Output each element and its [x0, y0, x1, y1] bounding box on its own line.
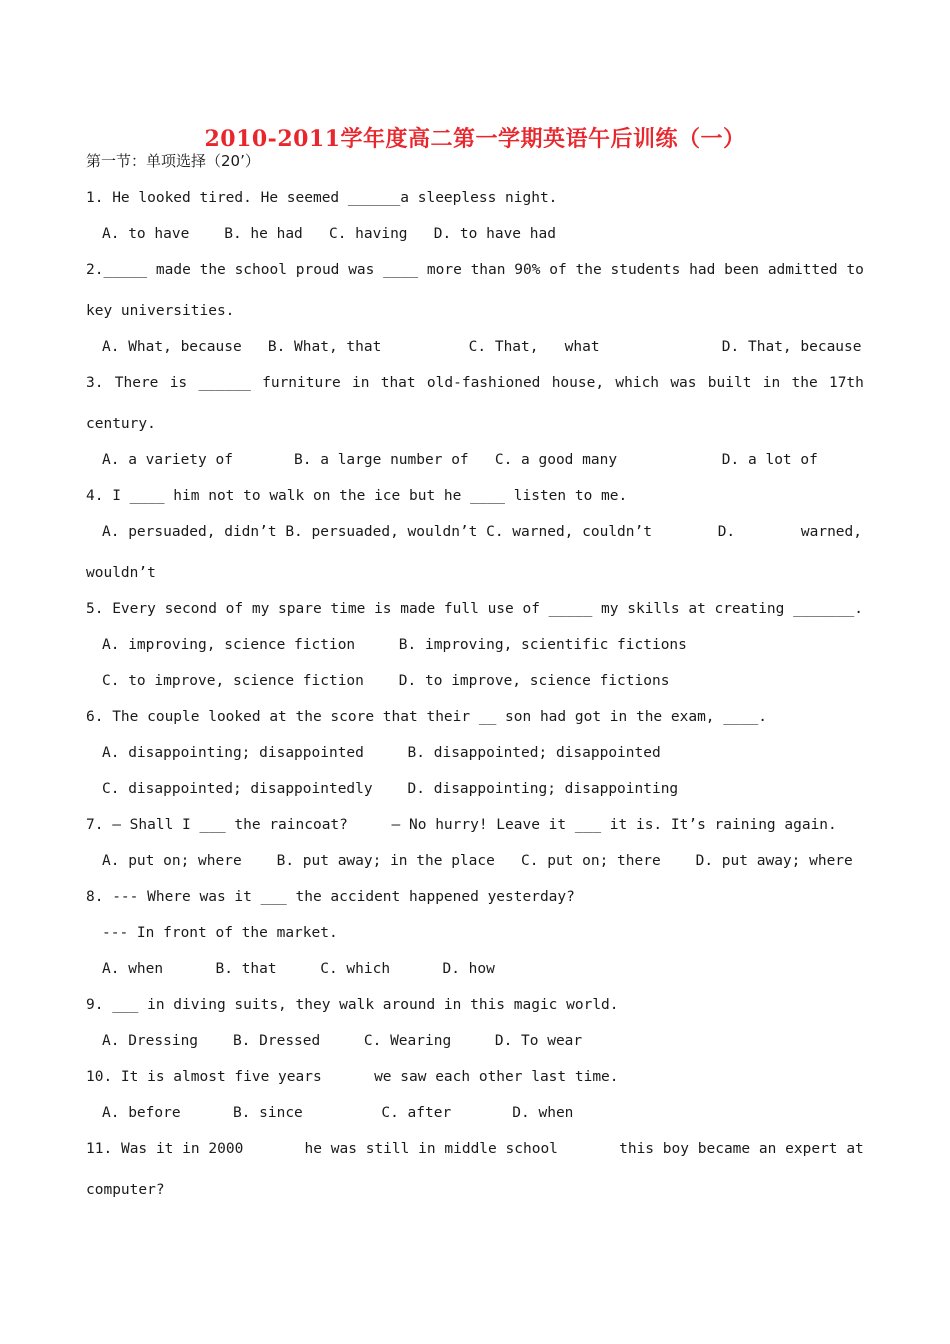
question-8-answer-line: --- In front of the market. — [102, 925, 338, 941]
question-2-stem: 2._____ made the school proud was ____ more than 90% of the students had been admitted to — [86, 262, 864, 278]
question-5-options-cd: C. to improve, science fiction D. to improve, science fictions — [102, 673, 670, 689]
question-7-stem: 7. — Shall I ___ the raincoat? — No hurry! Leave it ___ it is. It’s raining again. — [86, 817, 837, 833]
question-10-stem: 10. It is almost five years we saw each other last time. — [86, 1069, 619, 1085]
question-3-stem: 3. There is ______ furniture in that old-fashioned house, which was built in the 17th — [86, 375, 864, 391]
question-7-options: A. put on; where B. put away; in the place C. put on; there D. put away; where — [102, 853, 853, 869]
section-heading: 第一节：单项选择（20’） — [86, 152, 260, 170]
question-2-options: A. What, because B. What, that C. That, what D. That, because — [102, 339, 862, 355]
question-8-stem: 8. --- Where was it ___ the accident happened yesterday? — [86, 889, 575, 905]
question-11-stem-continued: computer? — [86, 1182, 165, 1198]
question-2-stem-continued: key universities. — [86, 303, 235, 319]
question-11-stem: 11. Was it in 2000 he was still in middle school this boy became an expert at — [86, 1141, 864, 1157]
question-1-options: A. to have B. he had C. having D. to have had — [102, 226, 556, 242]
question-6-options-cd: C. disappointed; disappointedly D. disappointing; disappointing — [102, 781, 679, 797]
question-9-options: A. Dressing B. Dressed C. Wearing D. To wear — [102, 1033, 583, 1049]
question-5-stem: 5. Every second of my spare time is made full use of _____ my skills at creating _______. — [86, 601, 863, 617]
question-4-options: A. persuaded, didn’t B. persuaded, wouldn’t C. warned, couldn’t D. warned, — [102, 524, 862, 540]
question-4-options-continued: wouldn’t — [86, 565, 156, 581]
question-3-options: A. a variety of B. a large number of C. a good many D. a lot of — [102, 452, 818, 468]
question-10-options: A. before B. since C. after D. when — [102, 1105, 574, 1121]
question-5-options-ab: A. improving, science fiction B. improving, scientific fictions — [102, 637, 687, 653]
question-9-stem: 9. ___ in diving suits, they walk around in this magic world. — [86, 997, 619, 1013]
question-8-options: A. when B. that C. which D. how — [102, 961, 495, 977]
page-title: 2010-2011学年度高二第一学期英语午后训练（一） — [204, 126, 746, 152]
question-6-stem: 6. The couple looked at the score that their __ son had got in the exam, ____. — [86, 709, 767, 725]
question-3-stem-continued: century. — [86, 416, 156, 432]
question-6-options-ab: A. disappointing; disappointed B. disappointed; disappointed — [102, 745, 661, 761]
question-1-stem: 1. He looked tired. He seemed ______a sleepless night. — [86, 190, 558, 206]
question-4-stem: 4. I ____ him not to walk on the ice but he ____ listen to me. — [86, 488, 628, 504]
